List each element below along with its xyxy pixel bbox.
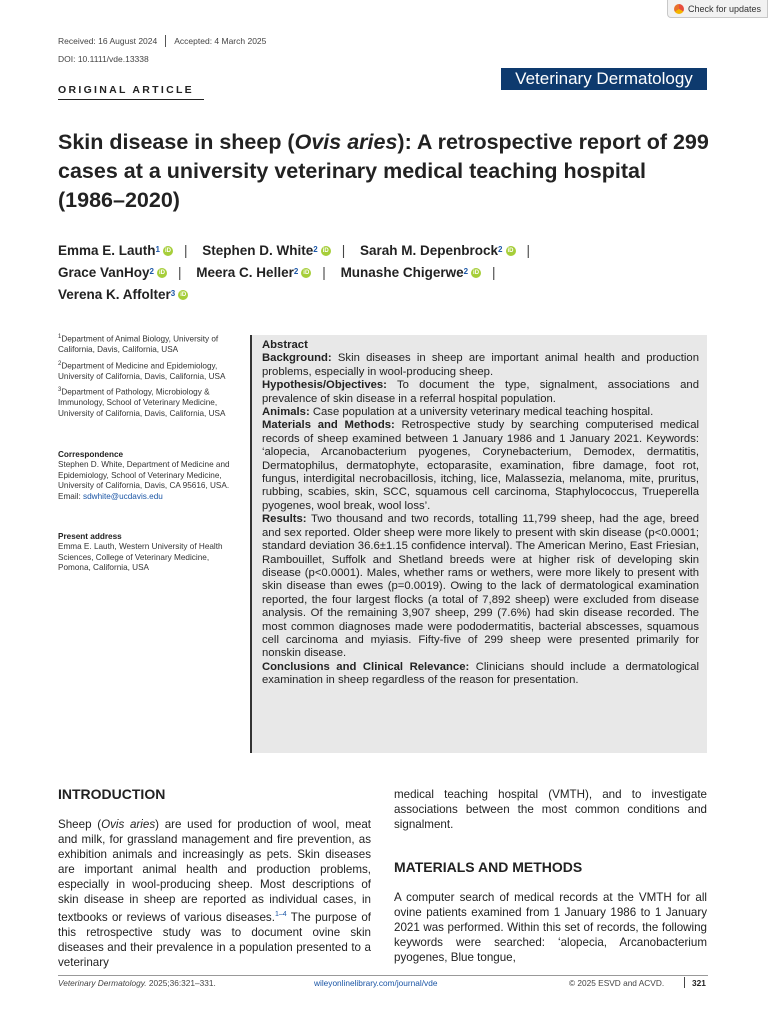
journal-banner: Veterinary Dermatology [501, 68, 707, 90]
section-heading-methods: MATERIALS AND METHODS [394, 859, 583, 875]
check-updates-label: Check for updates [688, 3, 762, 14]
author-name[interactable]: Sarah M. Depenbrock [360, 243, 499, 258]
footer-copyright: © 2025 ESVD and ACVD. [569, 978, 665, 988]
orcid-icon[interactable]: iD [159, 270, 165, 277]
divider [684, 977, 685, 988]
present-address-text: Emma E. Lauth, Western University of Health Sciences, College of Veterinary Medicine, Pomona, California, USA [58, 542, 223, 573]
orcid-icon[interactable]: iD [322, 248, 329, 255]
present-address-heading: Present address [58, 532, 122, 541]
citation-link[interactable]: 1–4 [274, 911, 287, 918]
author-name[interactable]: Meera C. Heller [196, 265, 294, 280]
methods-paragraph: A computer search of medical records at the VMTH for all ovine patients examined from 1 January 1986 to 1 January 2021 was performed. Within this set of records, the following keywords were searched: ‘alopecia, Arcanobacterium pyogenes, Blue tongue, [394, 891, 707, 964]
author-name[interactable]: Emma E. Lauth [58, 243, 156, 258]
abstract-animals: Animals: Case population at a university veterinary medical teaching hospital. [262, 406, 654, 419]
correspondence-text: Stephen D. White, Department of Medicine and Epidemiology, School of Veterinary Medicine, University of California, Davis, CA 95616, USA. [58, 460, 230, 491]
divider [250, 335, 252, 753]
divider [58, 975, 708, 976]
affiliation: $^2$Department of Medicine and Epidemiology, University of California, Davis, California, USA [58, 360, 226, 381]
orcid-icon[interactable]: iD [473, 270, 480, 277]
affiliation: $^1$Department of Animal Biology, University of California, Davis, California, USA [58, 334, 219, 355]
author-list: Emma E. Lauth$^1$ iD | Stephen D. White$^2$ iD | Sarah M. Depenbrock$^2$ iD | Grace VanHoy$^2$ iD | Meera C. Heller$^2$ iD | Munashe Chigerwe$^2$ iD | Verena K. Affolter$^3$ iD [58, 243, 531, 302]
abstract-methods: Materials and Methods: Retrospective study by searching computerised medical records of sheep examined between 1 January 1986 and 1 January 2021. Keywords: ‘alopecia, Arcanobacterium pyogenes, Corynebacterium, Demodex, dermatitis, Dermatophilus, dermatophyte, ectoparasite, examination, fibre damage, foot rot, fungus, interdigital necrobacillosis, itching, lice, Malassezia, melanoma, mite, pruritus, rubbing, scabies, skin, SCC, squamous cell carcinoma, Staphylococcus, Trueperella pyogenes, wool break, wool loss’. [262, 419, 699, 512]
divider [58, 99, 204, 100]
abstract-conclusions: Conclusions and Clinical Relevance: Clinicians should include a dermatological examination in sheep regardless of the reason for presentation. [262, 660, 699, 687]
author-name[interactable]: Verena K. Affolter [58, 287, 171, 302]
check-for-updates-button[interactable] [667, 0, 768, 18]
author-name[interactable]: Stephen D. White [202, 243, 314, 258]
divider [165, 35, 166, 47]
orcid-icon[interactable]: iD [507, 248, 514, 255]
crossmark-icon [674, 4, 684, 14]
present-address [58, 532, 238, 574]
affiliations [58, 332, 238, 419]
footer-citation: Veterinary Dermatology. 2025;36:321–331. [58, 978, 216, 988]
orcid-icon[interactable]: iD [180, 292, 187, 299]
page-number: 321 [692, 978, 706, 988]
correspondence: Correspondence Stephen D. White, Department of Medicine and Epidemiology, School of Veterinary Medicine, University of California, Davis, CA 95616, USA. Email: sdwhite@ucdavis.edu [58, 450, 238, 502]
orcid-icon[interactable]: iD [164, 248, 171, 255]
accepted-date: Accepted: 4 March 2025 [174, 36, 267, 46]
abstract-results: Results: Two thousand and two records, totalling 11,799 sheep, had the age, breed and sex reported. Older sheep were more likely to present with skin disease (p<0.0001; standard deviation 36.6±1.15 confidence interval). The American Merino, East Friesian, Rambouillet, Suffolk and Shetland breeds were at higher risk of developing skin disease (p<0.0001). Males, whether rams or wethers, were more likely to present with skin disease than ewes (p=0.0019). Owing to the lack of dermatological examination reported, the four largest flocks (a total of 7,892 sheep) were excluded from disease analysis. Of the remaining 3,907 sheep, 299 (7.6%) had skin disease recorded. The most common diagnoses made were pododermatitis, bacterial abscesses, squamous cell carcinoma and myiasis. Fifty-five of 299 sheep were presented primarily for nonskin disease. [262, 513, 699, 660]
abstract-heading: Abstract [262, 339, 308, 351]
article-dates [58, 35, 266, 47]
abstract-box [250, 335, 707, 753]
author-name[interactable]: Munashe Chigerwe [340, 265, 464, 280]
correspondence-heading: Correspondence [58, 450, 124, 459]
intro-paragraph-continued: medical teaching hospital (VMTH), and to investigate associations between the most common conditions and signalment. [394, 788, 707, 831]
email-link[interactable]: sdwhite@ucdavis.edu [83, 491, 163, 501]
doi[interactable]: DOI: 10.1111/vde.13338 [58, 54, 149, 64]
article-title: Skin disease in sheep (Ovis aries): A retrospective report of 299 cases at a university veterinary medical teaching hospital (1986–2020) [58, 130, 709, 212]
affiliation: $^3$Department of Pathology, Microbiology & Immunology, School of Veterinary Medicine, University of California, Davis, California, USA [58, 387, 226, 418]
section-heading-introduction: INTRODUCTION [58, 786, 166, 802]
intro-paragraph: Sheep (Ovis aries) are used for production of wool, meat and milk, for grassland management and fire prevention, as exhibition animals and increasingly as pets. Skin diseases are important animal health and production problems, especially in wool-producing sheep. Most descriptions of skin disease in sheep are reported as individual cases, in textbooks or reviews of various diseases.$^{1-4}$ The purpose of this retrospective study was to document ovine skin diseases and their prevalence in a population presented to a veterinary [58, 818, 371, 969]
footer-journal-link[interactable]: wileyonlinelibrary.com/journal/vde [314, 978, 438, 988]
abstract-hypothesis: Hypothesis/Objectives: To document the type, signalment, associations and prevalence of skin disease in a referral hospital population. [262, 379, 699, 405]
orcid-icon[interactable]: iD [303, 270, 310, 277]
received-date: Received: 16 August 2024 [58, 36, 158, 46]
abstract-background: Background: Skin diseases in sheep are important animal health and production problems, especially in wool-producing sheep. [262, 352, 699, 378]
article-type: ORIGINAL ARTICLE [58, 84, 194, 96]
author-name[interactable]: Grace VanHoy [58, 265, 150, 280]
